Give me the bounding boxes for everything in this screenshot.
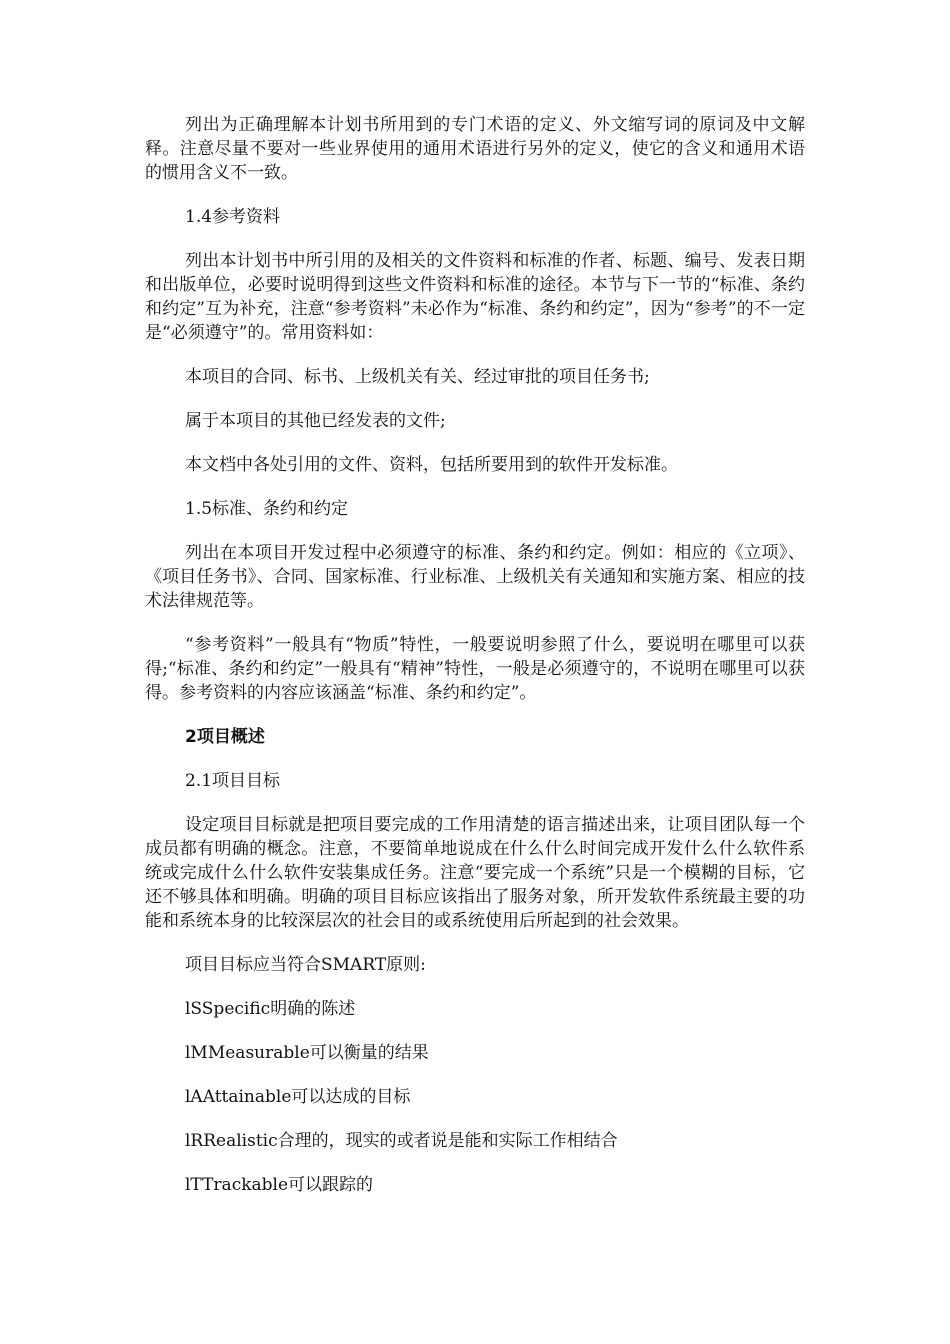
section-heading-1-4: 1.4参考资料 bbox=[185, 207, 281, 227]
section-heading-2-1: 2.1项目目标 bbox=[185, 771, 281, 791]
paragraph-terms-definition: 列出为正确理解本计划书所用到的专门术语的定义、外文缩写词的原词及中文解释。注意尽量不要对一些业界使用的通用术语进行另外的定义，使它的含义和通用术语的惯用含义不一致。 bbox=[145, 115, 805, 183]
smart-item-realistic: lRRealistic合理的，现实的或者说是能和实际工作相结合 bbox=[185, 1131, 618, 1151]
smart-item-measurable: lMMeasurable可以衡量的结果 bbox=[185, 1043, 429, 1063]
section-heading-1-5: 1.5标准、条约和约定 bbox=[185, 499, 349, 519]
reference-item: 本文档中各处引用的文件、资料，包括所要用到的软件开发标准。 bbox=[185, 455, 678, 475]
chapter-heading-2: 2项目概述 bbox=[185, 727, 265, 747]
reference-item: 本项目的合同、标书、上级机关有关、经过审批的项目任务书; bbox=[185, 367, 650, 387]
smart-intro: 项目目标应当符合SMART原则: bbox=[185, 955, 426, 975]
smart-item-attainable: lAAttainable可以达成的目标 bbox=[185, 1087, 411, 1107]
smart-item-trackable: lTTrackable可以跟踪的 bbox=[185, 1175, 374, 1195]
document-body bbox=[145, 113, 805, 1217]
paragraph-standards: 列出在本项目开发过程中必须遵守的标准、条约和约定。例如：相应的《立项》、《项目任务书》、合同、国家标准、行业标准、上级机关有关通知和实施方案、相应的技术法律规范等。 bbox=[145, 543, 805, 611]
paragraph-references: 列出本计划书中所引用的及相关的文件资料和标准的作者、标题、编号、发表日期和出版单位，必要时说明得到这些文件资料和标准的途径。本节与下一节的“标准、条约和约定”互为补充，注意“参考资料”未必作为“标准、条约和约定”，因为“参考”的不一定是“必须遵守”的。常用资料如： bbox=[145, 251, 805, 343]
smart-item-specific: lSSpecific明确的陈述 bbox=[185, 999, 356, 1019]
paragraph-reference-vs-standard: “参考资料”一般具有“物质”特性，一般要说明参照了什么，要说明在哪里可以获得;“标准、条约和约定”一般具有“精神”特性，一般是必须遵守的，不说明在哪里可以获得。参考资料的内容应该涵盖“标准、条约和约定”。 bbox=[145, 635, 805, 703]
reference-item: 属于本项目的其他已经发表的文件; bbox=[185, 411, 446, 431]
paragraph-project-goal: 设定项目目标就是把项目要完成的工作用清楚的语言描述出来，让项目团队每一个成员都有明确的概念。注意，不要简单地说成在什么什么时间完成开发什么什么软件系统或完成什么什么软件安装集成任务。注意“要完成一个系统”只是一个模糊的目标，它还不够具体和明确。明确的项目目标应该指出了服务对象，所开发软件系统最主要的功能和系统本身的比较深层次的社会目的或系统使用后所起到的社会效果。 bbox=[145, 815, 805, 931]
